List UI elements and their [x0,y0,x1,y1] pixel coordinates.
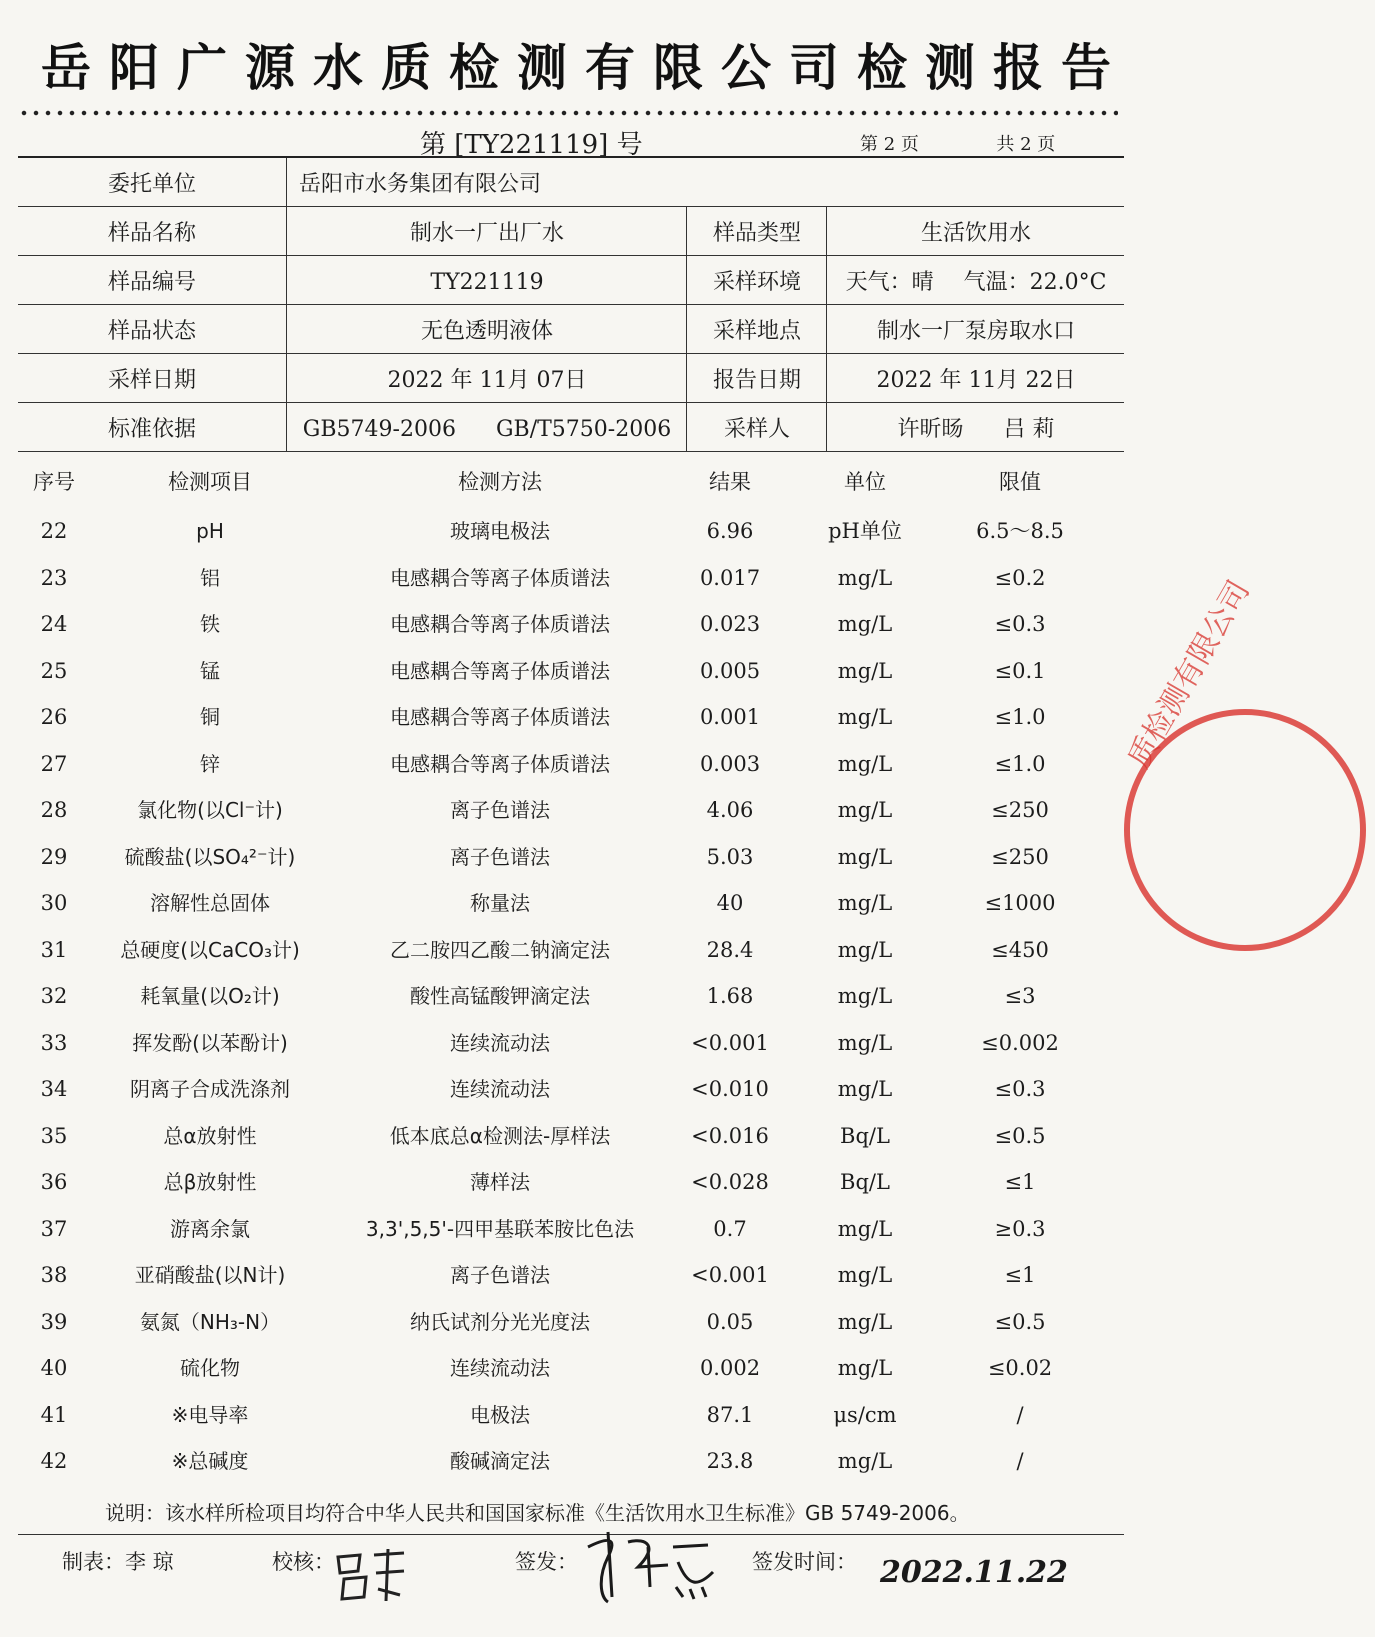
row-item: 铝 [200,565,220,590]
row-no: 38 [40,1263,68,1287]
prepared-by: 制表：李 琼 [62,1550,174,1574]
row-method: 酸碱滴定法 [450,1449,550,1473]
row-method: 连续流动法 [450,1030,550,1055]
row-result: 0.001 [699,705,761,729]
row-limit: ≤0.002 [981,1030,1059,1055]
row-limit: ≤1 [1004,1170,1036,1194]
location-label: 采样地点 [686,305,827,353]
row-result: 1.68 [706,984,754,1008]
row-no: 42 [40,1449,68,1473]
row-item: pH [196,519,224,543]
issue-date-label: 签发时间： [752,1550,857,1574]
row-limit: ≤0.3 [994,612,1046,636]
col-unit: 单位 [844,470,886,494]
row-limit: ≤3 [1004,984,1036,1008]
row-method: 电感耦合等离子体质谱法 [390,751,610,776]
row-no: 29 [40,844,68,869]
sampler-label: 采样人 [686,403,827,451]
sample-type-value: 生活饮用水 [826,207,1125,255]
row-method: 离子色谱法 [450,844,550,869]
row-result: <0.001 [691,1263,769,1287]
row-limit: ≤0.02 [987,1356,1053,1380]
row-result: <0.001 [691,1030,769,1055]
table-row [18,973,1124,1020]
row-unit: mg/L [837,1263,893,1287]
checked-by-label: 校核： [272,1550,335,1574]
page-total: 共 2 页 [996,134,1056,155]
sample-no-value: TY221119 [286,256,687,304]
row-item: 氨氮（NH₃-N） [139,1309,281,1334]
row-limit: / [1016,1402,1024,1427]
row-item: 硫化物 [180,1356,240,1380]
table-row [18,1066,1124,1113]
row-item: 溶解性总固体 [150,891,270,915]
row-no: 32 [40,984,68,1008]
row-limit: ≤250 [991,844,1049,869]
table-row [18,1159,1124,1206]
standard-value-2: GB/T5750-2006 [495,417,672,442]
row-result: 0.05 [706,1309,754,1334]
row-item: 亚硝酸盐(以N计) [134,1263,286,1287]
report-number: 第 [TY221119] 号 [420,130,643,160]
row-method: 电感耦合等离子体质谱法 [390,705,610,729]
report-date-value: 2022 年 11月 22日 [826,354,1125,402]
footer-divider [18,1534,1124,1535]
table-row [18,787,1124,834]
row-unit: mg/L [837,937,893,962]
row-method: 纳氏试剂分光光度法 [410,1309,590,1334]
date-label: 采样日期 [107,368,196,393]
row-method: 玻璃电极法 [450,519,550,543]
row-item: 耗氧量(以O₂计) [140,984,280,1008]
env-weather: 天气：晴 [845,270,934,295]
dotted-divider [18,110,1118,116]
results-header [18,466,1124,506]
row-unit: mg/L [837,705,893,729]
row-method: 称量法 [470,891,530,915]
row-unit: mg/L [837,844,893,869]
row-item: 铁 [200,612,220,636]
row-limit: / [1016,1449,1024,1473]
row-unit: mg/L [837,751,893,776]
row-method: 连续流动法 [450,1077,550,1101]
row-unit: Bq/L [840,1123,890,1148]
table-row [18,1252,1124,1299]
row-unit: mg/L [837,612,893,636]
row-no: 41 [40,1402,68,1427]
table-row [18,741,1124,788]
row-unit: mg/L [837,1077,893,1101]
row-result: 23.8 [706,1449,754,1473]
row-result: 0.7 [713,1216,747,1241]
table-row [18,1020,1124,1067]
row-no: 33 [40,1030,68,1055]
table-row [18,1113,1124,1160]
info-row-client [18,158,1124,207]
row-unit: mg/L [837,984,893,1008]
company-seal [1115,574,1375,960]
row-unit: mg/L [837,798,893,822]
page-title: 岳阳广源水质检测有限公司检测报告 [41,39,1129,97]
table-row [18,694,1124,741]
issue-date-text: 2022.11.22 [880,1555,1068,1590]
standard-value-1: GB5749-2006 [302,417,456,442]
row-limit: ≤0.2 [994,565,1046,590]
client-value: 岳阳市水务集团有限公司 [286,158,1124,206]
row-limit: ≤1 [1004,1263,1036,1287]
env-value [826,256,1125,304]
seal-text: 质检测有限公司 [1121,574,1257,774]
row-limit: ≥0.3 [994,1216,1046,1241]
issued-by-label: 签发： [515,1550,578,1574]
row-unit: mg/L [837,1030,893,1055]
col-item: 检测项目 [168,470,252,494]
col-limit: 限值 [999,470,1041,494]
row-limit: ≤250 [991,798,1049,822]
sampler-value [826,403,1125,451]
row-result: <0.028 [691,1170,769,1194]
row-item: 挥发酚(以苯酚计) [132,1030,288,1055]
row-no: 34 [40,1077,68,1101]
env-temp: 气温：22.0°C [963,270,1107,295]
row-no: 28 [40,798,68,822]
row-result: 0.002 [699,1356,761,1380]
row-item: ※总碱度 [171,1449,249,1473]
table-row [18,648,1124,695]
standard-label: 标准依据 [107,417,196,442]
row-limit: ≤0.5 [994,1123,1046,1148]
row-unit: mg/L [837,1309,893,1334]
row-limit: ≤1000 [984,891,1056,915]
row-limit: ≤0.5 [994,1309,1046,1334]
row-method: 3,3',5,5'-四甲基联苯胺比色法 [365,1216,635,1241]
sample-name-label: 样品名称 [107,221,196,246]
row-result: 4.06 [706,798,754,822]
row-unit: mg/L [837,1449,893,1473]
row-unit: mg/L [837,658,893,683]
row-item: 总α放射性 [163,1123,257,1148]
row-no: 23 [40,565,68,590]
table-row [18,1438,1124,1485]
row-unit: mg/L [837,891,893,915]
row-result: 0.005 [699,658,761,683]
sampler-2: 吕 莉 [1003,417,1055,442]
row-item: 总硬度(以CaCO₃计) [120,937,300,962]
row-result: 87.1 [706,1402,754,1427]
location-value: 制水一厂泵房取水口 [826,305,1125,353]
table-row [18,880,1124,927]
row-item: ※电导率 [171,1402,249,1427]
date-value: 2022 年 11月 07日 [286,354,687,402]
row-result: 0.003 [699,751,761,776]
row-method: 电感耦合等离子体质谱法 [390,612,610,636]
page-current: 第 2 页 [860,134,919,155]
issuer-signature [578,1527,718,1607]
issue-date-handwritten [880,1548,1068,1593]
row-item: 游离余氯 [170,1216,250,1241]
row-method: 连续流动法 [450,1356,550,1380]
row-unit: pH单位 [828,519,902,543]
row-item: 铜 [200,705,220,729]
table-row [18,1345,1124,1392]
checker-signature [330,1545,410,1605]
row-limit: ≤1.0 [994,705,1046,729]
info-row-sample-no [18,256,1124,305]
row-method: 离子色谱法 [450,798,550,822]
row-result: 5.03 [706,844,754,869]
row-unit: mg/L [837,1356,893,1380]
row-method: 电感耦合等离子体质谱法 [390,658,610,683]
table-row [18,508,1124,555]
col-method: 检测方法 [458,470,542,494]
row-unit: Bq/L [840,1170,890,1194]
row-no: 26 [40,705,68,729]
table-row [18,601,1124,648]
row-result: <0.016 [691,1123,769,1148]
info-row-standard [18,403,1124,452]
row-limit: ≤0.3 [994,1077,1046,1101]
row-item: 锰 [200,658,220,683]
row-no: 27 [40,751,68,776]
row-method: 低本底总α检测法-厚样法 [389,1123,611,1148]
table-row [18,1299,1124,1346]
row-result: 0.017 [699,565,761,590]
row-item: 硫酸盐(以SO₄²⁻计) [124,844,296,869]
row-item: 阴离子合成洗涤剂 [130,1077,290,1101]
row-no: 30 [40,891,68,915]
row-result: 40 [716,891,744,915]
row-item: 锌 [200,751,220,776]
table-row [18,1392,1124,1439]
conclusion-note: 说明：该水样所检项目均符合中华人民共和国国家标准《生活饮用水卫生标准》GB 5749-2006。 [105,1501,970,1525]
row-method: 乙二胺四乙酸二钠滴定法 [390,937,610,962]
row-item: 总β放射性 [163,1170,257,1194]
col-no: 序号 [33,470,75,494]
row-no: 24 [40,612,68,636]
row-no: 39 [40,1309,68,1334]
sample-type-label: 样品类型 [686,207,827,255]
state-value: 无色透明液体 [286,305,687,353]
table-row [18,834,1124,881]
row-unit: mg/L [837,1216,893,1241]
results-table [18,508,1124,1485]
standard-value [286,403,687,451]
client-label: 委托单位 [107,172,196,197]
info-row-sample-name [18,207,1124,256]
row-method: 薄样法 [470,1170,530,1194]
table-row [18,555,1124,602]
row-unit: mg/L [837,565,893,590]
row-item: 氯化物(以Cl⁻计) [137,798,283,822]
page-info [860,130,1063,156]
info-row-dates [18,354,1124,403]
row-limit: ≤450 [991,937,1049,962]
table-row [18,1206,1124,1253]
env-label: 采样环境 [686,256,827,304]
row-result: <0.010 [691,1077,769,1101]
row-method: 离子色谱法 [450,1263,550,1287]
row-method: 电感耦合等离子体质谱法 [390,565,610,590]
sampler-1: 许昕旸 [897,417,964,442]
row-no: 35 [40,1123,68,1148]
row-limit: ≤1.0 [994,751,1046,776]
sample-no-label: 样品编号 [107,270,196,295]
row-no: 31 [40,937,68,962]
col-result: 结果 [709,470,751,494]
row-no: 37 [40,1216,68,1241]
row-no: 40 [40,1356,68,1380]
row-method: 电极法 [470,1402,530,1427]
row-result: 0.023 [699,612,761,636]
sample-info-table [18,156,1124,452]
state-label: 样品状态 [107,319,196,344]
report-date-label: 报告日期 [686,354,827,402]
row-result: 6.96 [706,519,754,543]
row-no: 25 [40,658,68,683]
sample-name-value: 制水一厂出厂水 [286,207,687,255]
row-no: 36 [40,1170,68,1194]
row-no: 22 [40,519,68,543]
row-limit: ≤0.1 [994,658,1046,683]
row-unit: μs/cm [833,1402,897,1427]
row-limit: 6.5～8.5 [976,519,1064,543]
info-row-state [18,305,1124,354]
row-result: 28.4 [706,937,754,962]
row-method: 酸性高锰酸钾滴定法 [410,984,590,1008]
table-row [18,927,1124,974]
